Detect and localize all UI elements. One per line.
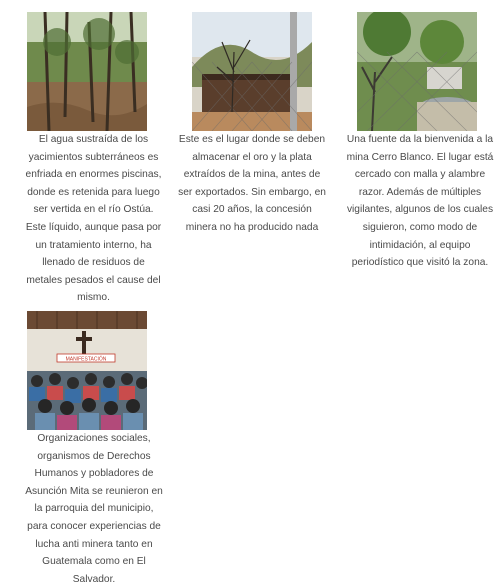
photo-caption-3: Una fuente da la bienvenida a la mina Cerro Blanco. El lugar está cercado con malla y alambre razor. Además de múltiples vigilantes, algunos de los cuales siguieron, como modo de intimidación, al equipo periodístico que visitó la zona. bbox=[346, 134, 494, 269]
gallery-photo-4[interactable] bbox=[27, 311, 147, 430]
gallery-photo-2[interactable] bbox=[192, 12, 312, 131]
meeting-hall-photo bbox=[27, 311, 147, 430]
gallery-photo-3[interactable] bbox=[357, 12, 477, 131]
fountain-photo bbox=[357, 12, 477, 131]
storage-building-photo bbox=[192, 12, 312, 131]
photo-caption-4: Organizaciones sociales, organismos de Derechos Humanos y pobladores de Asunción Mita se reunieron en la parroquia del municipio, para conocer experiencias de lucha anti minera tanto en Guatemala como en El Salvador. bbox=[25, 433, 163, 585]
banner-text: MANIFESTACIÓN bbox=[65, 356, 107, 363]
cross-icon bbox=[82, 331, 86, 355]
gallery-photo-1[interactable] bbox=[27, 12, 147, 131]
photo-caption-1: El agua sustraída de los yacimientos subterráneos es enfriada en enormes piscinas, donde es retenida para luego ser vertida en el río Ostúa. Este líquido, aunque pasa por un tratamiento interno, ha llenado de residuos de metales pesados el cause del mismo. bbox=[25, 134, 162, 304]
forest-photo bbox=[27, 12, 147, 131]
photo-caption-2: Este es el lugar donde se deben almacenar el oro y la plata extraídos de la mina, antes de ser exportados. Sin embargo, en casi 20 años, la concesión minera no ha producido nada bbox=[178, 134, 326, 233]
